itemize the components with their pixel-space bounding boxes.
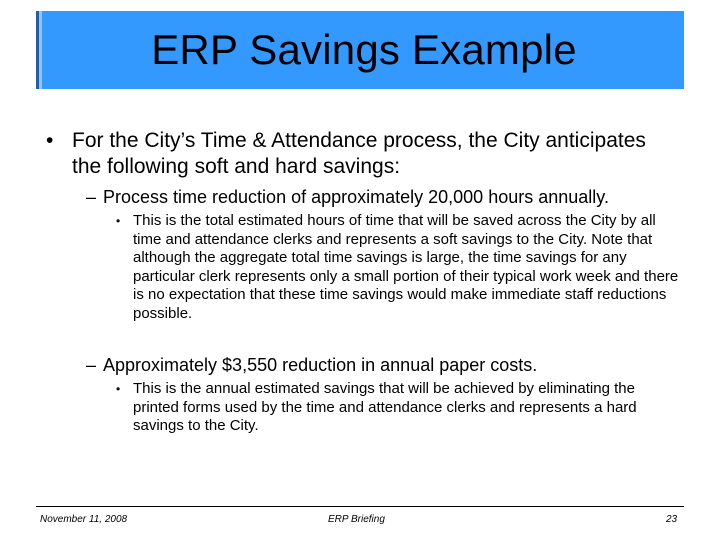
title-container: [44, 11, 684, 89]
detail-bullet-time-text: This is the total estimated hours of time that will be saved across the City by all time and attendance clerks and represents a soft savings to the City. Note that although the aggregate total time savings is large, the time savings for any particular clerk represents only a small portion of their typical work week and there is no expectation that these time savings would make immediate staff reductions possible.: [133, 212, 679, 322]
main-bullet-text: For the City’s Time & Attendance process, the City anticipates the following soft and hard savings:: [72, 129, 646, 178]
footer-date: November 11, 2008: [40, 514, 128, 525]
title-bar: [36, 11, 684, 89]
sub-bullet-paper-text: Approximately $3,550 reduction in annual paper costs.: [103, 355, 538, 375]
dash-marker: –: [86, 187, 97, 207]
slide-title: ERP Savings Example: [151, 26, 577, 73]
bullet-marker: •: [46, 129, 54, 152]
detail-bullet-marker: •: [116, 382, 121, 396]
page-number: 23: [666, 514, 678, 525]
detail-bullet-paper-text: This is the annual estimated savings that will be achieved by eliminating the printed forms used by the time and attendance clerks and represents a hard savings to the City.: [133, 380, 637, 434]
footer-divider: [36, 506, 684, 507]
sub-bullet-time-text: Process time reduction of approximately 20,000 hours annually.: [103, 187, 609, 207]
detail-bullet-marker: •: [116, 214, 121, 228]
title-bar-highlight: [39, 11, 42, 89]
footer-title: ERP Briefing: [328, 514, 385, 525]
dash-marker: –: [86, 355, 97, 375]
